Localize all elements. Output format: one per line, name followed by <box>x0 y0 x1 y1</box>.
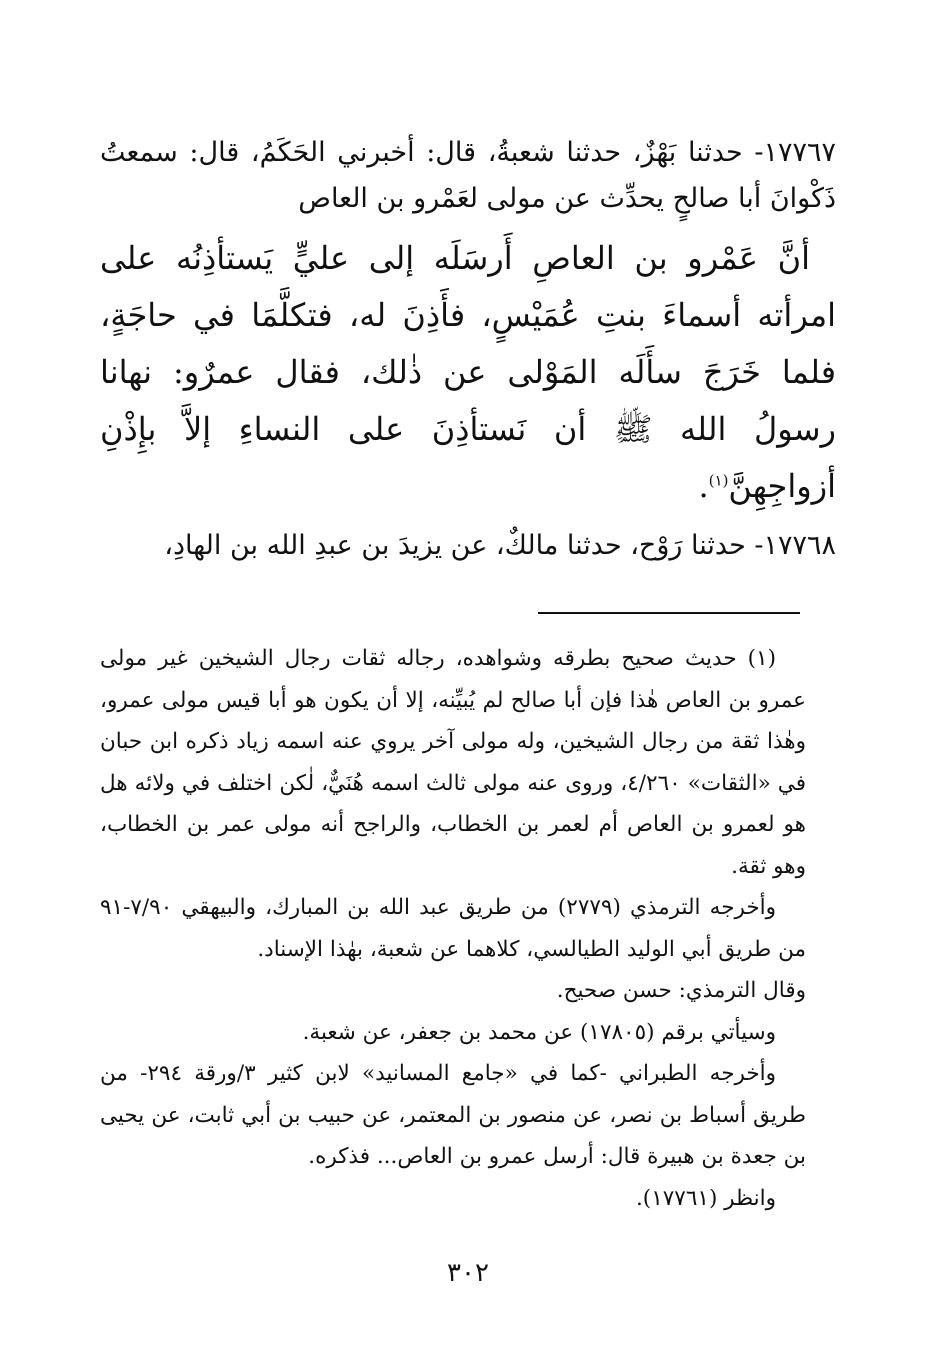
footnote-tirmidhi-grade: وقال الترمذي: حسن صحيح. <box>556 978 806 1003</box>
footnote-see-also: وانظر (١٧٧٦١). <box>635 1185 776 1211</box>
hadith-17767-isnad: ١٧٧٦٧- حدثنا بَهْزٌ، حدثنا شعبةُ، قال: أخبرني الحَكَمُ، قال: سمعتُ ذَكْوانَ أبا صالحٍ يحدِّث عن مولى لعَمْرو بن العاص <box>100 137 836 214</box>
matn-end: . <box>698 467 709 505</box>
footnote-cross-ref: وسيأتي برقم (١٧٨٠٥) عن محمد بن جعفر، عن شعبة. <box>302 1019 776 1045</box>
footnote-divider <box>538 612 800 614</box>
hadith-17767-matn <box>100 230 836 515</box>
footnote-takhrij-tirmidhi: وأخرجه الترمذي (٢٧٧٩) من طريق عبد الله بن المبارك، والبيهقي ٧/٩٠-٩١ من طريق أبي الوليد الطيالسي، كلاهما عن شعبة، بهٰذا الإسناد. <box>100 895 806 962</box>
footnote-takhrij-tabarani: وأخرجه الطبراني -كما في «جامع المسانيد» لابن كثير ٣/ورقة ٢٩٤- من طريق أسباط بن نصر، عن منصور بن المعتمر، عن حبيب بن أبي ثابت، عن يحيى بن جعدة بن هبيرة قال: أرسل عمرو بن العاص... فذكره. <box>100 1061 806 1169</box>
matn-text: أنَّ عَمْرو بن العاصِ أَرسَلَه إلى عليٍّ يَستأذِنُه على امرأته أسماءَ بنتِ عُمَيْسٍ، فأَذِنَ له، فتكلَّمَا في حاجَةٍ، فلما خَرَجَ سأَلَه المَوْلى عن ذٰلك، فقال عمرٌو: نهانا رسولُ الله ﷺ أن نَستأذِنَ على النساءِ إلاَّ بإِذْنِ أزواجِهِنَّ <box>100 239 836 505</box>
footnote-1: (١) حديث صحيح بطرقه وشواهده، رجاله ثقات رجال الشيخين غير مولى عمرو بن العاص هٰذا فإن أبا صالح لم يُبيِّنه، إلا أن يكون هو أبا قيس مولى عمرو، وهٰذا ثقة من رجال الشيخين، وله مولى آخر يروي عنه اسمه زياد ذكره ابن حبان في «الثقات» ٤/٢٦٠، وروى عنه مولى ثالث اسمه هُنَيٌّ، لٰكن اختلف في ولائه هل هو لعمرو بن العاص أم لعمر بن الخطاب، والراجح أنه مولى عمر بن الخطاب، وهو ثقة. <box>100 646 806 879</box>
main-text <box>100 130 836 569</box>
footnote-marker[interactable]: (١) <box>708 471 729 490</box>
hadith-17768-isnad: ١٧٧٦٨- حدثنا رَوْح، حدثنا مالكٌ، عن يزيدَ بن عبدِ الله بن الهادِ، <box>164 530 836 561</box>
page-number: ٣٠٢ <box>447 1258 489 1288</box>
footnotes <box>100 638 806 1219</box>
